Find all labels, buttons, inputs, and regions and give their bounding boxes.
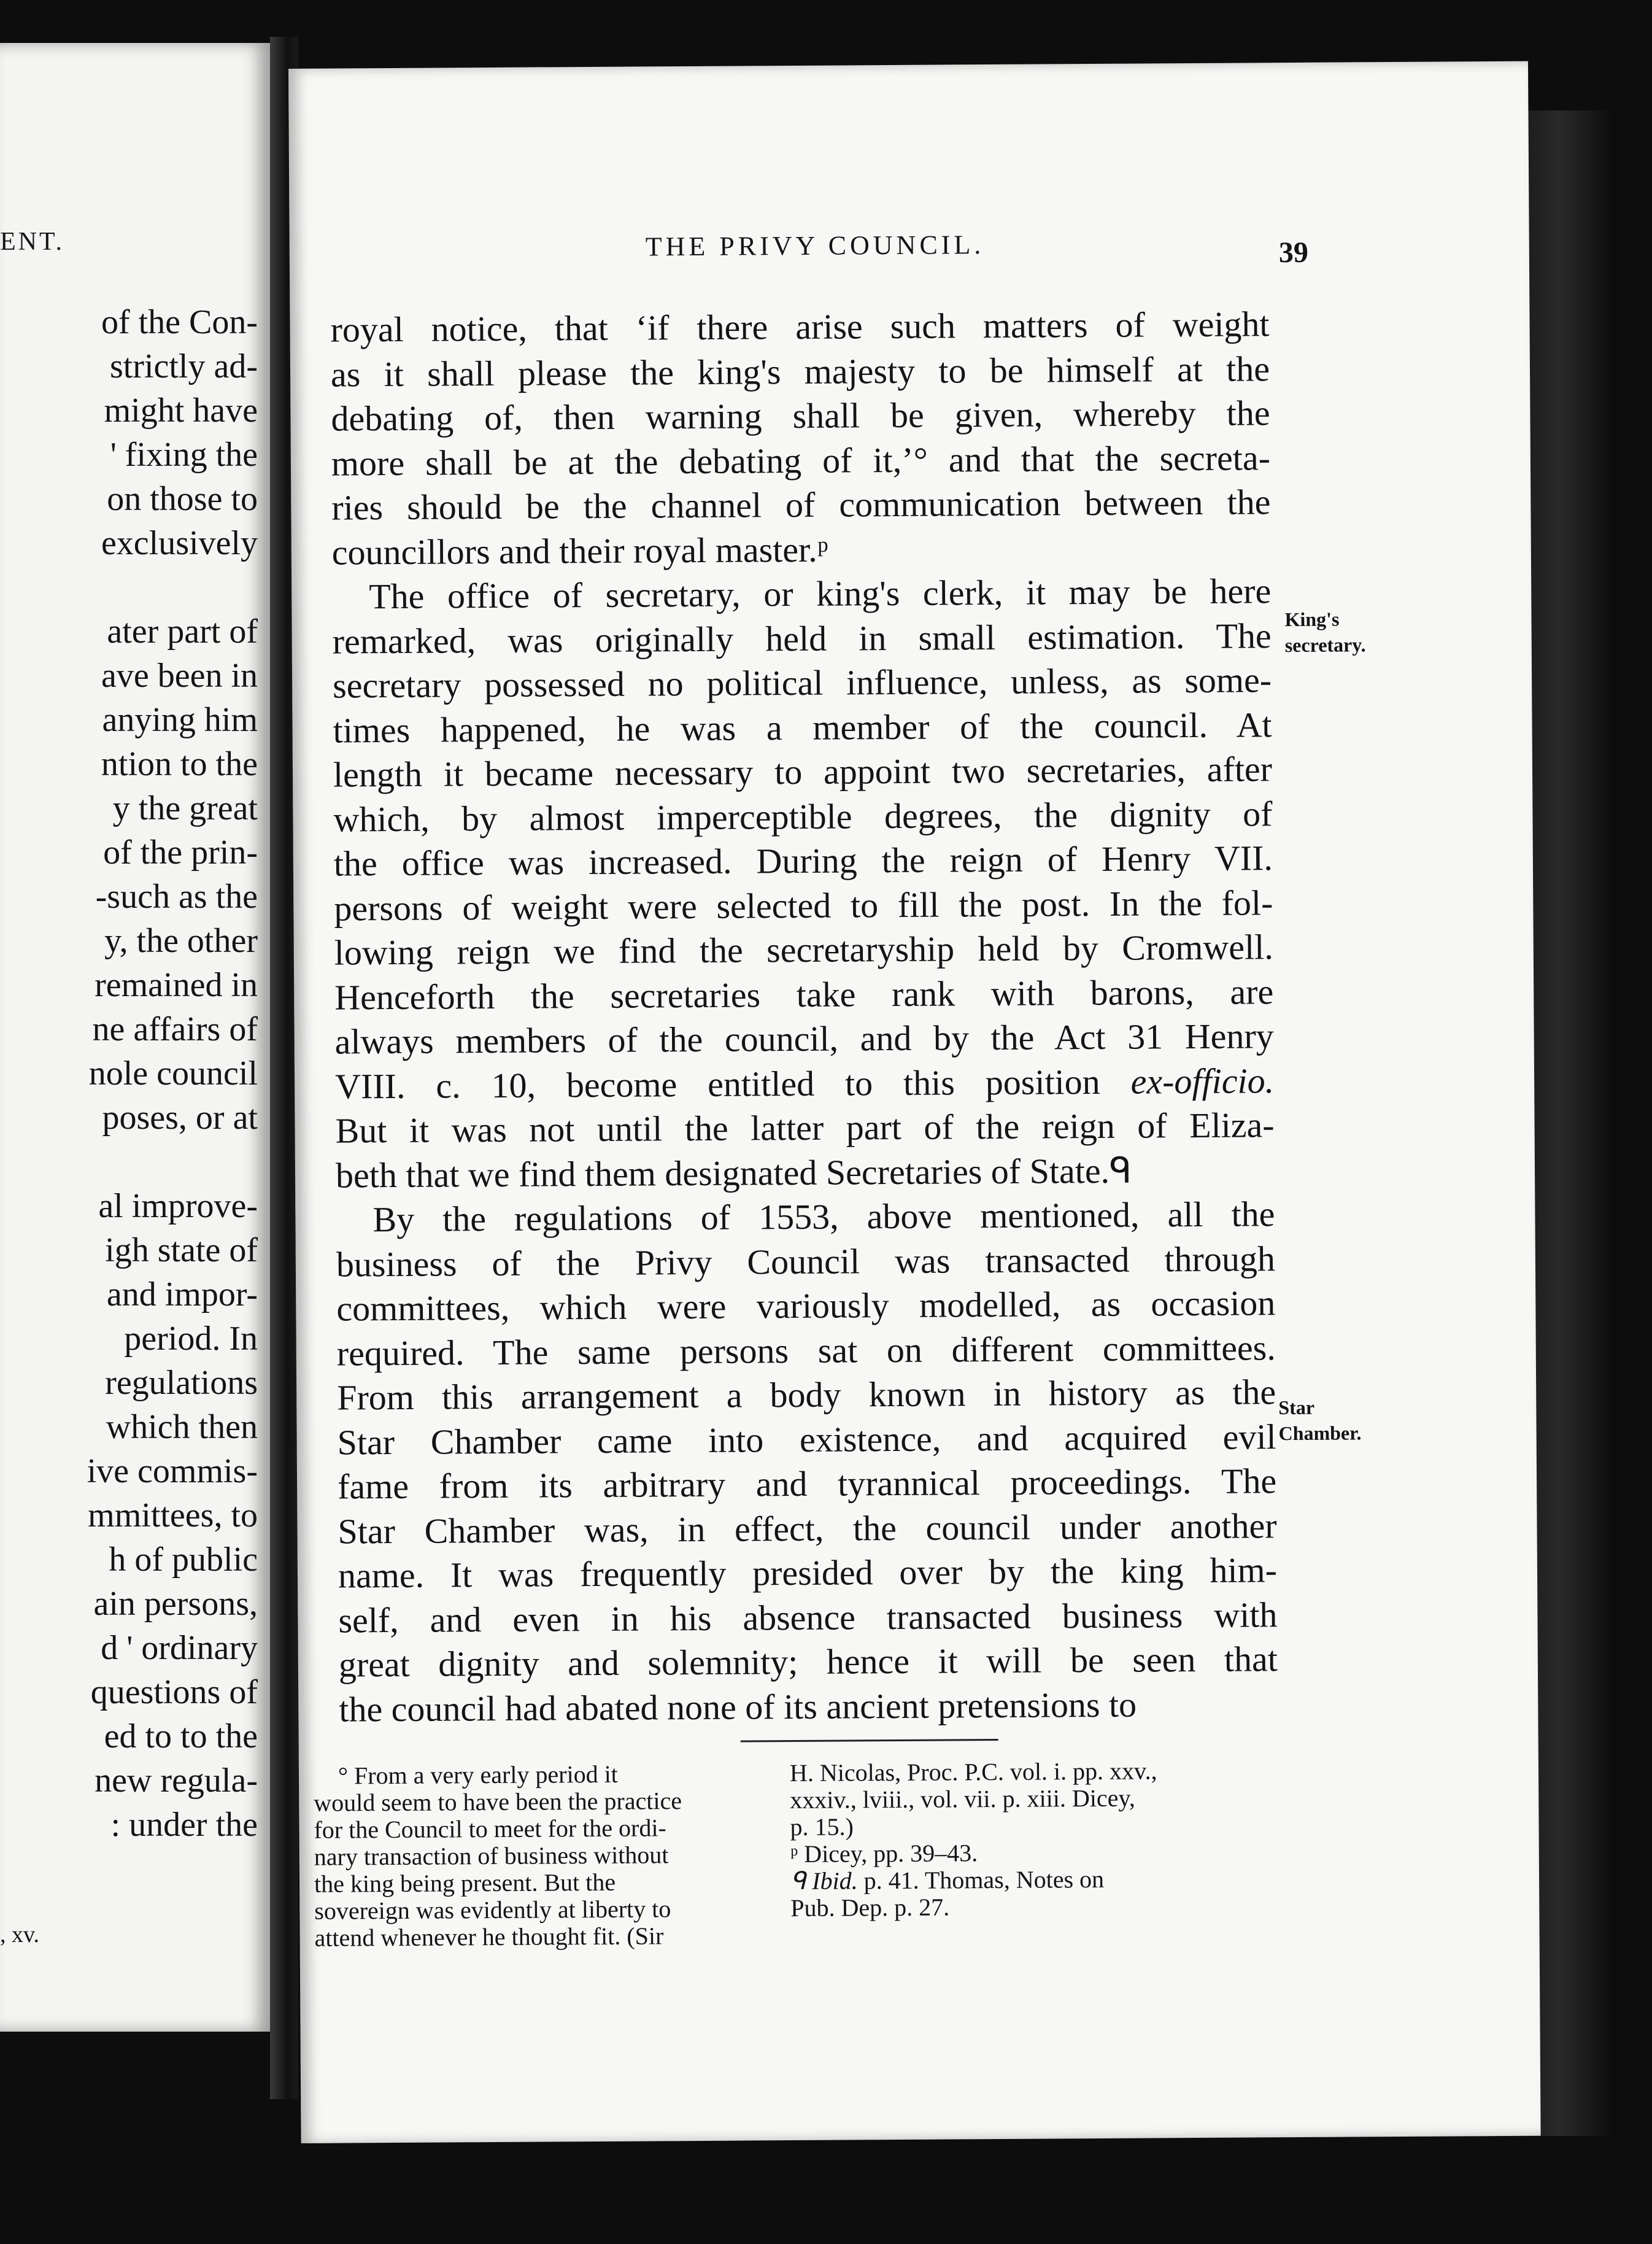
paragraph-line: From this arrangement a body known in history as the [337, 1372, 1276, 1418]
left-page-line: y, the other [104, 922, 258, 960]
paragraph-line: length it became necessary to appoint two secretaries, after [333, 749, 1273, 795]
paragraph-line: The office of secretary, or king's clerk, it may be here [369, 571, 1272, 617]
paragraph-line: nary transaction of business without [314, 1841, 669, 1871]
paragraph-line: sovereign was evidently at liberty to [314, 1895, 671, 1925]
left-facing-page [0, 43, 270, 2032]
left-page-line: ave been in [101, 657, 258, 695]
paragraph-line: councillors and their royal master.ᵖ [331, 529, 828, 573]
left-page-line: anying him [102, 701, 258, 739]
footnotes-right-column [790, 1757, 1233, 1922]
paragraph-line: ° From a very early period it [338, 1760, 618, 1790]
left-page-line: of the Con- [101, 303, 258, 341]
paragraph-line: times happened, he was a member of the council. At [333, 704, 1272, 751]
page-number: 39 [1278, 236, 1309, 269]
paragraph-line: always members of the council, and by the Act 31 Henry [334, 1016, 1274, 1062]
paragraph-line: which, by almost imperceptible degrees, the dignity of [333, 793, 1273, 840]
paragraph-line: But it was not until the latter part of the reign of Eliza- [335, 1105, 1275, 1151]
paragraph-line: would seem to have been the practice [314, 1787, 682, 1817]
margin-note-kings-secretary: King's secretary. [1284, 608, 1366, 657]
left-page-line: ne affairs of [92, 1010, 258, 1048]
left-page-line: remained in [95, 966, 258, 1004]
left-page-line: ntion to the [101, 745, 258, 783]
left-page-line: new regula- [95, 1762, 258, 1800]
left-page-line: questions of [90, 1673, 258, 1711]
left-page-line: poses, or at [102, 1099, 258, 1137]
paragraph-line: as it shall please the king's majesty to be himself at the [330, 348, 1270, 395]
right-page [288, 61, 1541, 2143]
paragraph-line: name. It was frequently presided over by the king him- [338, 1550, 1278, 1596]
margin-note-star-chamber: Star Chamber. [1278, 1396, 1362, 1445]
paragraph-line: business of the Privy Council was transacted through [336, 1238, 1276, 1285]
paragraph-line: Star Chamber was, in effect, the council under another [338, 1505, 1277, 1552]
footnote-q-continued: Pub. Dep. p. 27. [790, 1893, 950, 1922]
left-page-line: regulations [105, 1364, 258, 1402]
running-head: THE PRIVY COUNCIL. [645, 230, 985, 262]
paragraph-line: p. 15.) [790, 1813, 854, 1841]
left-page-line: nole council [88, 1054, 258, 1093]
left-page-line: and impor- [106, 1275, 258, 1314]
left-page-line: ater part of [107, 613, 258, 651]
left-page-line: exclusively [101, 524, 258, 562]
left-page-line: strictly ad- [109, 347, 258, 385]
paragraph-line: Star Chamber came into existence, and acquired evil [337, 1416, 1276, 1463]
paragraph-line: fame from its arbitrary and tyrannical proceedings. The [337, 1461, 1277, 1507]
footnote-rule [741, 1739, 998, 1743]
paragraph-line: the office was increased. During the reign of Henry VII. [333, 838, 1273, 884]
body-text [330, 302, 1278, 1731]
paragraph-star-chamber [336, 1192, 1278, 1731]
left-page-line: ed to to the [104, 1717, 258, 1755]
paragraph-line: great dignity and solemnity; hence it will be seen that [338, 1639, 1278, 1685]
footnote-q: ᑫ Ibid. p. 41. Thomas, Notes on [790, 1865, 1105, 1895]
paragraph-line: H. Nicolas, Proc. P.C. vol. i. pp. xxv., [789, 1757, 1157, 1787]
paragraph-line: committees, which were variously modelled, as occasion [336, 1283, 1276, 1329]
left-page-line: on those to [107, 480, 258, 518]
paragraph-line: the council had abated none of its ancient pretensions to [339, 1684, 1137, 1730]
paragraph-line: required. The same persons sat on different committees. [336, 1327, 1276, 1374]
paragraph-line: lowing reign we find the secretaryship held by Cromwell. [334, 927, 1273, 973]
paragraph-line: persons of weight were selected to fill the post. In the fol- [334, 882, 1273, 929]
paragraph-line: beth that we find them designated Secretaries of State.ᑫ [335, 1150, 1132, 1196]
paragraph-line: debating of, then warning shall be given, whereby the [331, 393, 1270, 439]
paragraph-line: xxxiv., lviii., vol. vii. p. xiii. Dicey, [790, 1784, 1135, 1814]
left-page-line: of the prin- [103, 834, 258, 872]
left-page-line: period. In [124, 1320, 258, 1358]
left-page-line: ' fixing the [110, 436, 258, 474]
left-page-line: d ' ordinary [101, 1629, 258, 1667]
paragraph-line: more shall be at the debating of it,’° and that the secreta- [331, 437, 1271, 484]
italic-ex-officio: ex-officio. [1130, 1060, 1275, 1102]
left-page-line: ain persons, [93, 1585, 258, 1623]
left-page-line: : under the [110, 1806, 258, 1844]
paragraph-office-of-secretary [332, 569, 1275, 1197]
paragraph-line: self, and even in his absence transacted business with [338, 1594, 1278, 1641]
paragraph-line: remarked, was originally held in small estimation. The [332, 615, 1272, 662]
paragraph-line: ries should be the channel of communication between the [331, 482, 1271, 528]
paragraph-line: attend whenever he thought fit. (Sir [314, 1922, 664, 1952]
left-page-line: y the great [112, 789, 258, 827]
paragraph-line: By the regulations of 1553, above mentioned, all the [372, 1194, 1275, 1240]
left-page-line: igh state of [105, 1231, 258, 1269]
paragraph-line: the king being present. But the [314, 1868, 616, 1898]
left-page-line: -such as the [95, 878, 258, 916]
paragraph-line: secretary possessed no political influence, unless, as some- [332, 660, 1272, 706]
footnotes-left-column [314, 1760, 757, 1951]
paragraph-royal-notice [330, 302, 1271, 575]
paragraph-line: for the Council to meet for the ordi- [314, 1814, 666, 1844]
left-page-line: which then [106, 1408, 258, 1446]
paragraph-line: VIII. c. 10, become entitled to this position ex-officio. [334, 1060, 1275, 1107]
left-running-head: ENT. [0, 228, 65, 256]
left-page-line: al improve- [98, 1187, 258, 1225]
paragraph-line: Henceforth the secretaries take rank with barons, are [334, 971, 1274, 1018]
left-page-line: h of public [109, 1541, 258, 1579]
left-page-line: mmittees, to [88, 1496, 258, 1534]
paragraph-line: royal notice, that ‘if there arise such matters of weight [330, 304, 1270, 350]
paragraph-line: ᵖ Dicey, pp. 39–43. [790, 1839, 978, 1868]
left-page-line: might have [104, 392, 258, 430]
left-page-line: ive commis- [87, 1452, 258, 1490]
left-footnote-tail: , xv. [0, 1922, 40, 1948]
